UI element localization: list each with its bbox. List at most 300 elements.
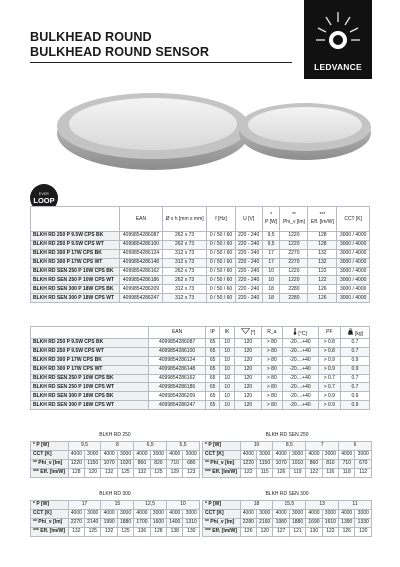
table-cell: 120 <box>234 383 261 392</box>
column-header-label: EAN <box>135 215 147 222</box>
table-row <box>31 356 370 365</box>
table-cell: 0.7 <box>341 347 370 356</box>
table-cell: 3000 <box>85 509 101 518</box>
table-cell: 1400 <box>167 518 183 527</box>
table-cell: 220 - 240 <box>235 276 262 285</box>
dimming-table-rd-300 <box>30 490 200 537</box>
table-cell: 4099854286148 <box>149 365 206 374</box>
table-row <box>31 441 200 450</box>
table-cell: 122 <box>322 527 338 536</box>
column-header <box>235 207 262 232</box>
table-cell: -20....+40 <box>282 365 318 374</box>
column-header <box>162 207 207 232</box>
row-label: ** Phi_v [lm] <box>203 459 241 468</box>
column-header-label: Eff. [lm/W] <box>310 219 334 225</box>
column-header <box>120 207 163 232</box>
column-header-label: U [V] <box>243 215 255 222</box>
table-row <box>31 450 200 459</box>
table-cell: 312 x 73 <box>162 294 207 303</box>
table-cell: 11 <box>339 500 372 509</box>
table-cell: 10 <box>220 339 235 348</box>
table-cell: 4099854286148 <box>120 258 163 267</box>
table-cell: 122 <box>240 468 256 477</box>
table-cell: 132 <box>308 258 337 267</box>
table-row <box>31 468 200 477</box>
table-cell: 128 <box>68 468 84 477</box>
column-header <box>282 327 318 339</box>
table-cell: 65 <box>205 374 220 383</box>
column-header-label: P [W] <box>265 219 278 225</box>
table-caption-row <box>31 431 200 441</box>
product-name-cell: BLKH RD SEN 250 P 10W CPS WT <box>31 383 149 392</box>
column-header <box>205 327 220 339</box>
table-cell: > 0.7 <box>318 374 340 383</box>
table-cell: 65 <box>205 383 220 392</box>
table-cell: 120 <box>234 392 261 401</box>
column-header <box>262 207 280 232</box>
table-cell: 132 <box>134 468 150 477</box>
table-cell: -20....+40 <box>282 374 318 383</box>
table-cell: 120 <box>234 339 261 348</box>
product-name-cell: BLKH RD 300 P 17W CPS BK <box>31 356 149 365</box>
table-cell: 65 <box>205 339 220 348</box>
table-cell: 129 <box>167 468 183 477</box>
footnote-mark: * <box>270 212 273 218</box>
table-cell: 17 <box>262 249 280 258</box>
table-cell: 10 <box>220 392 235 401</box>
table-cell: 65 <box>205 356 220 365</box>
table-cell: 4099854286209 <box>149 392 206 401</box>
table-cell: 132 <box>68 527 84 536</box>
table-cell: 4099854286162 <box>149 374 206 383</box>
table-cell: 118 <box>339 468 355 477</box>
table-cell: 125 <box>85 527 101 536</box>
column-header <box>308 207 337 232</box>
column-header <box>341 327 370 339</box>
table-row <box>203 450 372 459</box>
row-label: CCT [K] <box>203 509 241 518</box>
table-caption: BLKH RD 250 <box>31 431 200 441</box>
table-cell: 220 - 240 <box>235 258 262 267</box>
table-cell: 3000 / 4000 <box>337 276 370 285</box>
table-cell: 122 <box>308 267 337 276</box>
dimming-table-rd-sen-300 <box>202 490 372 537</box>
table-cell: 116 <box>322 468 338 477</box>
table-cell: 1020 <box>117 459 133 468</box>
table-cell: 125 <box>117 527 133 536</box>
table-cell: 9,5 <box>262 232 280 241</box>
table-cell: 0.9 <box>341 401 370 410</box>
table-cell: 0.7 <box>341 374 370 383</box>
table-cell: 1220 <box>280 276 308 285</box>
row-label: CCT [K] <box>203 450 241 459</box>
table-cell: 4000 <box>68 450 84 459</box>
product-name-cell: BLKH RD 250 P 9.5W CPS BK <box>31 339 149 348</box>
table-row <box>31 374 370 383</box>
column-header <box>220 327 235 339</box>
table-row <box>203 518 372 527</box>
table-cell: 3000 <box>257 509 273 518</box>
table-cell: 4099854286087 <box>149 339 206 348</box>
table-cell: -20....+40 <box>282 356 318 365</box>
table-cell: 126 <box>308 285 337 294</box>
table-cell: 122 <box>308 276 337 285</box>
table-cell: 65 <box>205 401 220 410</box>
table-cell: 4000 <box>167 450 183 459</box>
table-cell: 2270 <box>68 518 84 527</box>
table-cell: > 0.9 <box>318 401 340 410</box>
table-cell: 220 - 240 <box>235 232 262 241</box>
table-cell: 120 <box>234 401 261 410</box>
table-cell: 3000 <box>289 450 305 459</box>
thermometer-icon <box>293 331 297 337</box>
table-cell: 7 <box>306 441 339 450</box>
table-cell: 3000 <box>183 450 200 459</box>
dimming-table-rd-250 <box>30 431 200 478</box>
bulkhead-large-image <box>57 93 249 170</box>
column-header-label: EAN <box>171 329 183 335</box>
table-cell: 119 <box>289 468 305 477</box>
beam-angle-icon <box>241 330 250 336</box>
table-cell: 1220 <box>240 459 256 468</box>
table-cell: 3000 / 4000 <box>337 285 370 294</box>
table-cell: 4099854286247 <box>120 294 163 303</box>
table-cell: 4099854286124 <box>120 249 163 258</box>
table-row <box>203 527 372 536</box>
product-name-cell: BLKH RD SEN 250 P 10W CPS BK <box>31 374 149 383</box>
table-cell: 4099854286100 <box>120 240 163 249</box>
table-cell: 1880 <box>289 518 305 527</box>
table-cell: 1010 <box>289 459 305 468</box>
row-label: ** Phi_v [lm] <box>31 518 69 527</box>
column-header <box>318 327 340 339</box>
table-cell: 4099854286186 <box>149 383 206 392</box>
table-cell: -20....+40 <box>282 392 318 401</box>
table-cell: 2270 <box>280 249 308 258</box>
column-header <box>262 327 282 339</box>
table-cell: 1220 <box>280 240 308 249</box>
table-row <box>203 509 372 518</box>
row-label: *** Eff. [lm/W] <box>31 527 69 536</box>
table-caption-row <box>203 431 372 441</box>
table-row <box>31 276 370 285</box>
table-cell: -20....+40 <box>282 339 318 348</box>
table-cell: 4000 <box>273 509 289 518</box>
table-cell: 3000 <box>117 509 133 518</box>
column-header <box>207 207 235 232</box>
row-label: * P [W] <box>31 441 69 450</box>
table-cell: 1220 <box>68 459 84 468</box>
table-cell: 125 <box>117 468 133 477</box>
table-cell: 1220 <box>280 267 308 276</box>
table-cell: 3000 <box>355 509 372 518</box>
table-cell: 8,5 <box>273 441 306 450</box>
table-cell: 220 - 240 <box>235 294 262 303</box>
table-cell: > 0.7 <box>318 383 340 392</box>
table-cell: 126 <box>339 527 355 536</box>
table-cell: 3000 <box>85 450 101 459</box>
table-cell: 3000 / 4000 <box>337 267 370 276</box>
table-cell: 2140 <box>85 518 101 527</box>
product-name-cell: BLKH RD 300 P 17W CPS WT <box>31 258 120 267</box>
row-label: * P [W] <box>203 441 241 450</box>
table-cell: 3000 <box>322 509 338 518</box>
table-cell: 220 - 240 <box>235 285 262 294</box>
table-row <box>31 285 370 294</box>
dimming-table-rd-sen-250 <box>202 431 372 478</box>
table-cell: 120 <box>234 347 261 356</box>
table-cell: 120 <box>234 356 261 365</box>
column-header <box>31 207 120 232</box>
row-label: *** Eff. [lm/W] <box>203 527 241 536</box>
table-cell: 17 <box>262 258 280 267</box>
table-caption: BLKH RD SEN 300 <box>203 490 372 500</box>
table-cell: 6,5 <box>134 441 167 450</box>
row-label: ** Phi_v [lm] <box>31 459 69 468</box>
table-cell: 120 <box>85 468 101 477</box>
table-row <box>31 509 200 518</box>
table-cell: 1150 <box>85 459 101 468</box>
table-cell: 4000 <box>101 450 117 459</box>
column-header-label: Phi_v [lm] <box>282 219 305 225</box>
product-name-cell: BLKH RD 250 P 9.5W CPS WT <box>31 347 149 356</box>
table-cell: 4000 <box>240 450 256 459</box>
footnote-mark: *** <box>319 212 326 218</box>
column-header <box>280 207 308 232</box>
table-cell: 710 <box>339 459 355 468</box>
table-cell: -20....+40 <box>282 383 318 392</box>
table-cell: 2160 <box>257 518 273 527</box>
table-cell: 312 x 73 <box>162 258 207 267</box>
table-row <box>203 441 372 450</box>
table-cell: 138 <box>167 527 183 536</box>
table-cell: 120 <box>234 365 261 374</box>
table-cell: 0.9 <box>341 392 370 401</box>
table-cell: 4000 <box>167 509 183 518</box>
weight-icon <box>347 331 354 337</box>
table-cell: 18 <box>262 294 280 303</box>
table-cell: 3000 <box>322 450 338 459</box>
table-cell: 3000 <box>150 450 166 459</box>
table-cell: 2280 <box>240 518 256 527</box>
table-cell: 136 <box>134 527 150 536</box>
table-cell: 10 <box>220 347 235 356</box>
table-cell: 820 <box>150 459 166 468</box>
title-block <box>30 30 209 59</box>
column-header <box>234 327 261 339</box>
brand-name: LEDVANCE <box>314 62 362 72</box>
table-cell: 710 <box>167 459 183 468</box>
table-cell: > 0.9 <box>318 356 340 365</box>
product-name-cell: BLKH RD 250 P 9.5W CPS BK <box>31 232 120 241</box>
table-cell: 130 <box>183 527 200 536</box>
row-label: CCT [K] <box>31 509 69 518</box>
table-cell: 3000 <box>257 450 273 459</box>
product-name-cell: BLKH RD SEN 300 P 18W CPS WT <box>31 294 120 303</box>
column-header-label: CCT [K] <box>344 215 363 222</box>
table-cell: 128 <box>150 527 166 536</box>
table-cell: 132 <box>101 468 117 477</box>
table-cell: 262 x 73 <box>162 267 207 276</box>
table-cell: 0 / 50 / 60 <box>207 276 235 285</box>
table-row <box>203 500 372 509</box>
table-row <box>31 232 370 241</box>
column-header-label: IK <box>224 329 230 335</box>
column-header-label: [°] <box>250 330 256 336</box>
table-cell: > 80 <box>262 401 282 410</box>
table-cell: 0 / 50 / 60 <box>207 232 235 241</box>
footnote-mark: ** <box>291 212 296 218</box>
table-row <box>31 392 370 401</box>
table-cell: 125 <box>150 468 166 477</box>
table-cell: 3000 / 4000 <box>337 240 370 249</box>
table-cell: 4000 <box>306 450 322 459</box>
table-cell: 120 <box>355 527 372 536</box>
table-cell: > 80 <box>262 347 282 356</box>
table-cell: 670 <box>355 459 372 468</box>
table-cell: 120 <box>257 527 273 536</box>
table-cell: 4099854286100 <box>149 347 206 356</box>
column-header <box>149 327 206 339</box>
table-row <box>31 401 370 410</box>
table-caption-row <box>31 490 200 500</box>
table-cell: 17 <box>68 500 101 509</box>
table-cell: -20....+40 <box>282 401 318 410</box>
table-cell: 312 x 73 <box>162 249 207 258</box>
product-name-cell: BLKH RD SEN 300 P 18W CPS BK <box>31 285 120 294</box>
table-cell: 4000 <box>240 509 256 518</box>
table-cell: 4000 <box>273 450 289 459</box>
product-name-cell: BLKH RD SEN 250 P 10W CPS BK <box>31 267 120 276</box>
row-label: *** Eff. [lm/W] <box>203 468 241 477</box>
table-row <box>31 365 370 374</box>
table-cell: 1980 <box>273 518 289 527</box>
table-cell: 8 <box>101 441 134 450</box>
row-label: ** Phi_v [lm] <box>203 518 241 527</box>
table-cell: 0 / 50 / 60 <box>207 267 235 276</box>
table-cell: 4099854286247 <box>149 401 206 410</box>
table-cell: 262 x 73 <box>162 276 207 285</box>
table-cell: 0 / 50 / 60 <box>207 294 235 303</box>
column-header-label: PF <box>326 329 333 335</box>
column-header-label: R_a <box>267 329 277 335</box>
table-cell: 4099854286186 <box>120 276 163 285</box>
table-row <box>31 294 370 303</box>
table-cell: 1310 <box>183 518 200 527</box>
table-row <box>31 258 370 267</box>
column-header-label: [kg] <box>354 330 364 337</box>
table-caption: BLKH RD SEN 250 <box>203 431 372 441</box>
table-cell: 128 <box>308 232 337 241</box>
table-cell: 1700 <box>134 518 150 527</box>
table-row <box>31 459 200 468</box>
table-cell: 1990 <box>101 518 117 527</box>
table-cell: 312 x 73 <box>162 285 207 294</box>
table-cell: 10 <box>220 374 235 383</box>
table-cell: 13 <box>306 500 339 509</box>
table-cell: 3000 <box>183 509 200 518</box>
table-cell: 2270 <box>280 258 308 267</box>
column-header <box>337 207 370 232</box>
table-cell: 3000 <box>289 509 305 518</box>
table-cell: 10 <box>262 276 280 285</box>
table-cell: 4000 <box>68 509 84 518</box>
table-cell: 860 <box>134 459 150 468</box>
product-name-cell: BLKH RD 300 P 17W CPS WT <box>31 365 149 374</box>
table-cell: 3000 <box>150 509 166 518</box>
table-cell: 6 <box>339 441 372 450</box>
table-cell: 115 <box>257 468 273 477</box>
table-cell: 0 / 50 / 60 <box>207 258 235 267</box>
column-header-label: f [Hz] <box>215 215 227 222</box>
table-cell: 0.7 <box>341 339 370 348</box>
table-cell: 9,5 <box>262 240 280 249</box>
table-cell: 120 <box>234 374 261 383</box>
table-cell: 3000 <box>117 450 133 459</box>
table-cell: 860 <box>306 459 322 468</box>
table-cell: > 80 <box>262 356 282 365</box>
table-cell: 1150 <box>257 459 273 468</box>
table-cell: 1600 <box>150 518 166 527</box>
table-cell: 112 <box>355 468 372 477</box>
product-name-cell: BLKH RD 250 P 9.5W CPS WT <box>31 240 120 249</box>
table-row <box>31 339 370 348</box>
table-row <box>31 240 370 249</box>
table-cell: 9,5 <box>68 441 101 450</box>
table-cell: > 80 <box>262 374 282 383</box>
table-cell: 3000 / 4000 <box>337 258 370 267</box>
table-cell: 10 <box>262 267 280 276</box>
table-row <box>31 347 370 356</box>
table-cell: 3000 <box>355 450 372 459</box>
table-cell: > 0.9 <box>318 392 340 401</box>
table-cell: 1690 <box>306 518 322 527</box>
row-label: *** Eff. [lm/W] <box>31 468 69 477</box>
table-cell: 10 <box>240 441 273 450</box>
table-cell: 126 <box>273 468 289 477</box>
table-cell: 10 <box>220 356 235 365</box>
product-name-cell: BLKH RD 300 P 17W CPS BK <box>31 249 120 258</box>
table-cell: 220 - 240 <box>235 267 262 276</box>
table-caption-row <box>203 490 372 500</box>
table-cell: 0 / 50 / 60 <box>207 240 235 249</box>
page-title: BULKHEAD ROUND <box>30 30 152 44</box>
table-cell: 4000 <box>101 509 117 518</box>
table-cell: 3000 / 4000 <box>337 249 370 258</box>
table-row <box>31 267 370 276</box>
row-label: * P [W] <box>31 500 69 509</box>
table-cell: 1070 <box>273 459 289 468</box>
table-cell: 122 <box>306 468 322 477</box>
table-cell: 262 x 73 <box>162 232 207 241</box>
table-cell: 0 / 50 / 60 <box>207 249 235 258</box>
table-cell: 1070 <box>101 459 117 468</box>
table-cell: 3000 / 4000 <box>337 294 370 303</box>
table-cell: 132 <box>308 249 337 258</box>
table-row <box>203 459 372 468</box>
column-header <box>31 327 149 339</box>
table-cell: 1390 <box>339 518 355 527</box>
product-name-cell: BLKH RD SEN 300 P 18W CPS BK <box>31 392 149 401</box>
table-row <box>203 468 372 477</box>
table-row <box>31 249 370 258</box>
table-row <box>31 518 200 527</box>
table-cell: 0.9 <box>341 365 370 374</box>
row-label: * P [W] <box>203 500 241 509</box>
table-cell: 1880 <box>117 518 133 527</box>
table-cell: 680 <box>183 459 200 468</box>
table-row <box>31 383 370 392</box>
